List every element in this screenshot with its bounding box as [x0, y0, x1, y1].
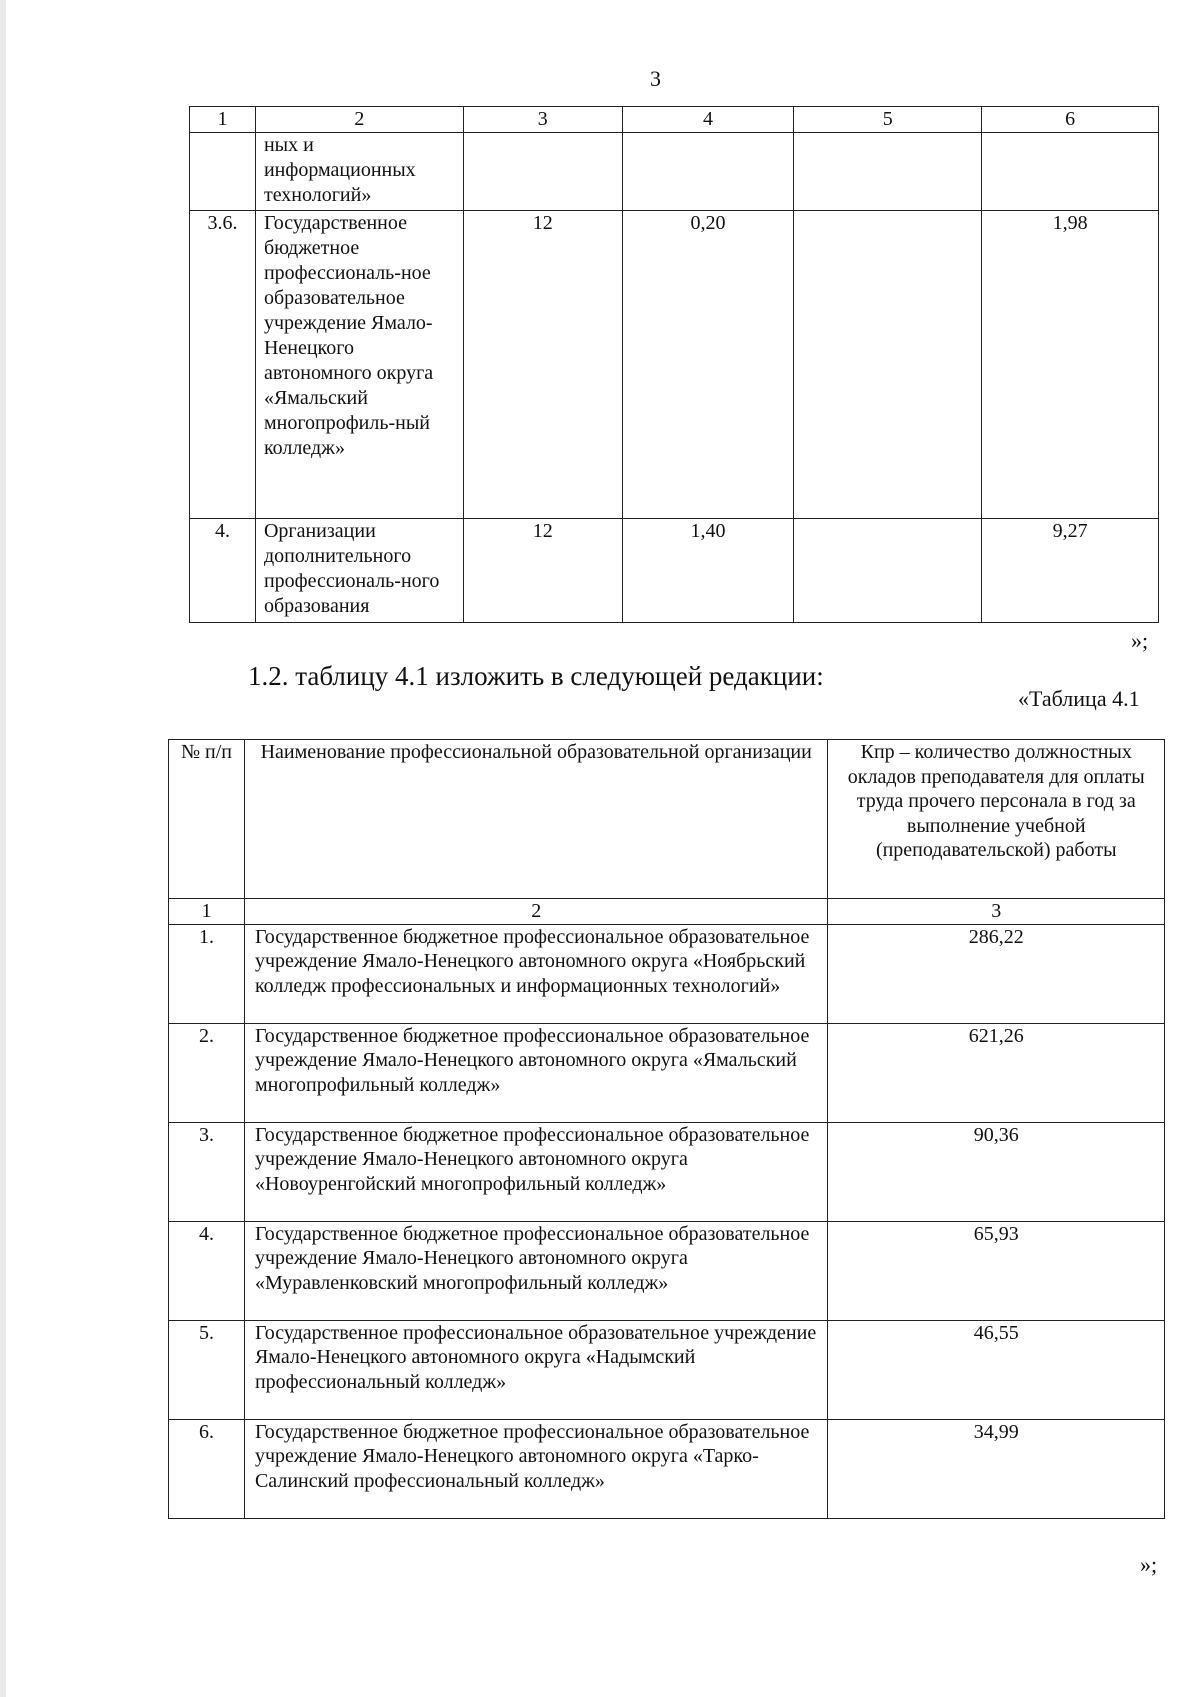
continuation-table: [189, 106, 1159, 623]
organization-name: Государственное профессиональное образовательное учреждение Ямало-Ненецкого автономного округа «Надымский профессиональный колледж»: [244, 1320, 828, 1419]
organization-name: Государственное бюджетное профессиональное образовательное учреждение Ямало-Ненецкого автономного округа «Ямальский многопрофильный колледж»: [244, 1023, 828, 1122]
kpr-value: 286,22: [828, 924, 1165, 1023]
table-row: [169, 1419, 1165, 1518]
cell-col5: [794, 133, 982, 211]
index-cell: 3: [828, 899, 1165, 925]
table-row: [169, 1320, 1165, 1419]
column-header-number: № п/п: [169, 740, 245, 899]
cell-col4: [622, 133, 794, 211]
organization-name: Государственное бюджетное профессиональное образовательное учреждение Ямало-Ненецкого автономного округа «Муравленковский многопрофильный колледж»: [244, 1221, 828, 1320]
row-number: 6.: [169, 1419, 245, 1518]
table-header-row: [190, 107, 1159, 133]
cell-col4: 0,20: [622, 211, 794, 519]
table-row: [190, 519, 1159, 623]
organization-name: Организации дополнительного профессиональ-ного образования: [255, 519, 463, 623]
index-cell: 1: [169, 899, 245, 925]
scan-edge: [0, 0, 6, 1697]
organization-name: Государственное бюджетное профессиональное образовательное учреждение Ямало-Ненецкого автономного округа «Ноябрьский колледж профессиональных и информационных технологий»: [244, 924, 828, 1023]
table-row: [190, 133, 1159, 211]
row-number: 2.: [169, 1023, 245, 1122]
column-index-row: [169, 899, 1165, 925]
table-row: [169, 1023, 1165, 1122]
column-header-organization: Наименование профессиональной образовательной организации: [244, 740, 828, 899]
table-4-1: [168, 739, 1165, 1519]
row-number: 3.6.: [190, 211, 256, 519]
cell-col3: 12: [463, 519, 622, 623]
cell-col5: [794, 519, 982, 623]
table-title: «Таблица 4.1: [1018, 686, 1140, 711]
organization-name: ных и информационных технологий»: [255, 133, 463, 211]
header-cell: 3: [463, 107, 622, 133]
column-header-kpr: Кпр – количество должностных окладов преподавателя для оплаты труда прочего персонала в год за выполнение учебной (преподавательской) работы: [828, 740, 1165, 899]
cell-col6: 1,98: [982, 211, 1159, 519]
header-cell: 6: [982, 107, 1159, 133]
organization-name: Государственное бюджетное профессиональное образовательное учреждение Ямало-Ненецкого автономного округа «Новоуренгойский многопрофильный колледж»: [244, 1122, 828, 1221]
table-row: [190, 211, 1159, 519]
row-number: 4.: [169, 1221, 245, 1320]
cell-col6: [982, 133, 1159, 211]
header-cell: 2: [255, 107, 463, 133]
header-cell: 5: [794, 107, 982, 133]
row-number: 5.: [169, 1320, 245, 1419]
index-cell: 2: [244, 899, 828, 925]
cell-col3: [463, 133, 622, 211]
table-header-row: [169, 740, 1165, 899]
cell-col5: [794, 211, 982, 519]
row-number: 1.: [169, 924, 245, 1023]
table-row: [169, 924, 1165, 1023]
closing-quote: »;: [1140, 1552, 1158, 1577]
kpr-value: 621,26: [828, 1023, 1165, 1122]
row-number: 3.: [169, 1122, 245, 1221]
page-number: 3: [650, 66, 661, 91]
kpr-value: 90,36: [828, 1122, 1165, 1221]
header-cell: 1: [190, 107, 256, 133]
closing-quote: »;: [1131, 628, 1149, 653]
cell-col6: 9,27: [982, 519, 1159, 623]
header-cell: 4: [622, 107, 794, 133]
row-number: [190, 133, 256, 211]
table-row: [169, 1221, 1165, 1320]
organization-name: Государственное бюджетное профессиональ-ное образовательное учреждение Ямало-Ненецкого автономного округа «Ямальский многопрофиль-ный колледж»: [255, 211, 463, 519]
kpr-value: 34,99: [828, 1419, 1165, 1518]
table-row: [169, 1122, 1165, 1221]
cell-col4: 1,40: [622, 519, 794, 623]
kpr-value: 65,93: [828, 1221, 1165, 1320]
organization-name: Государственное бюджетное профессиональное образовательное учреждение Ямало-Ненецкого автономного округа «Тарко-Салинский профессиональный колледж»: [244, 1419, 828, 1518]
instruction-text: 1.2. таблицу 4.1 изложить в следующей редакции:: [248, 661, 824, 691]
kpr-value: 46,55: [828, 1320, 1165, 1419]
cell-col3: 12: [463, 211, 622, 519]
row-number: 4.: [190, 519, 256, 623]
